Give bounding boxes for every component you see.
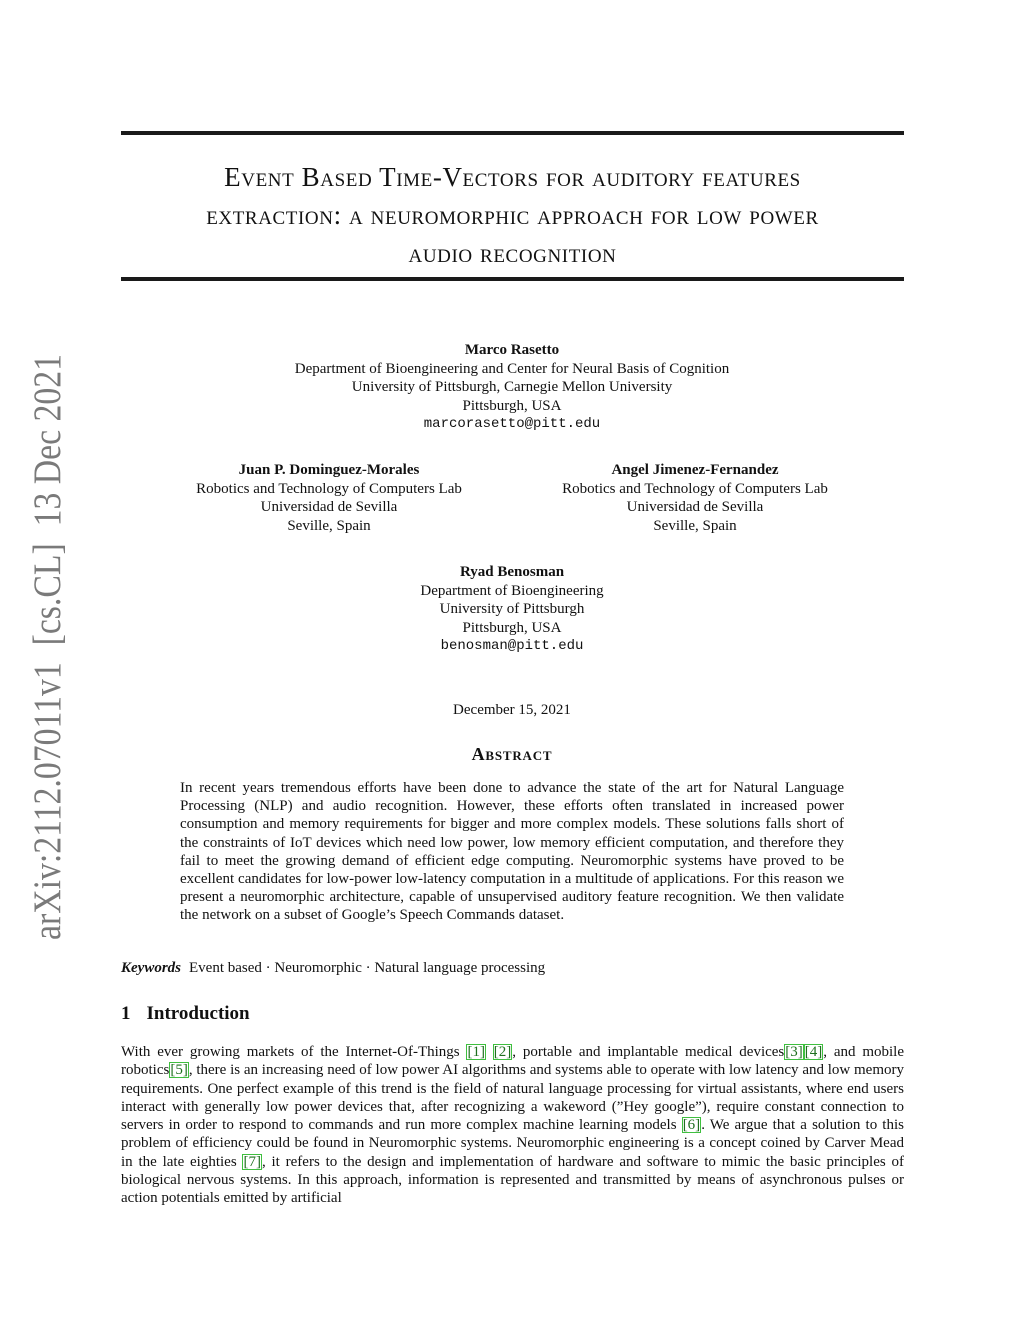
author-affiliation-line: Pittsburgh, USA — [462, 619, 562, 636]
author-affiliation-line: Universidad de Sevilla — [260, 499, 398, 515]
intro-text: , there is an increasing need of low power AI algorithms and systems able to operate with low latency and low memory requirements. One perfect example of this trend is the field of natural language processing for virtual assistants, where end users interact with generally low power devices that, after recognizing a wakeword (”Hey google”), require constant connection to servers in order to respond to commands and run more complex machine learning models — [121, 1062, 904, 1134]
section-heading — [121, 1003, 250, 1025]
author-block — [262, 563, 762, 656]
introduction-paragraph — [121, 1043, 904, 1208]
abstract-heading: Abstract — [471, 744, 553, 764]
title-line: Event Based Time-Vectors for auditory features — [224, 162, 801, 192]
title-top-rule — [121, 131, 904, 135]
intro-text — [486, 1044, 493, 1060]
intro-text: , portable and implantable medical devices — [512, 1044, 785, 1060]
citation-link[interactable]: [5] — [170, 1062, 188, 1079]
author-affiliation-line: Department of Bioengineering and Center for Neural Basis of Cognition — [294, 360, 730, 377]
author-block — [212, 341, 812, 434]
author-block — [496, 461, 894, 535]
citation-link[interactable]: [2] — [493, 1044, 512, 1060]
author-affiliation-line: University of Pittsburgh — [439, 601, 585, 617]
author-name: Marco Rasetto — [464, 342, 560, 358]
arxiv-stamp-text: arXiv:2112.07011v1 [cs.CL] 13 Dec 2021 — [26, 352, 69, 940]
intro-text: , and mobile robotics — [121, 1044, 904, 1079]
title-line: audio recognition — [408, 238, 617, 268]
keywords-label: Keywords — [121, 960, 181, 976]
author-name: Angel Jimenez-Fernandez — [611, 462, 779, 478]
author-affiliation-line: Seville, Spain — [653, 517, 737, 534]
citation-link[interactable]: [4] — [804, 1044, 823, 1060]
author-name: Ryad Benosman — [459, 564, 565, 580]
keywords-line — [121, 960, 904, 977]
publication-date: December 15, 2021 — [453, 702, 571, 718]
paper-title — [121, 158, 904, 272]
author-affiliation-line: Seville, Spain — [287, 517, 371, 534]
intro-text: With ever growing markets of the Internet-Of-Things — [121, 1044, 467, 1060]
intro-text: , it refers to the design and implementation of hardware and software to mimic the basic principles of biological nervous systems. In this approach, information is represented and transmitted by means of asynchronous pulses or action potentials emitted by artificial — [121, 1153, 904, 1207]
author-affiliation-line: Robotics and Technology of Computers Lab — [196, 480, 462, 497]
author-affiliation-line: University of Pittsburgh, Carnegie Mellon University — [351, 379, 673, 395]
citation-link[interactable]: [3] — [785, 1044, 803, 1060]
section-number: 1 — [121, 1003, 131, 1024]
citation-link[interactable]: [7] — [243, 1153, 261, 1170]
citation-link[interactable]: [6] — [682, 1117, 701, 1134]
title-line: extraction: a neuromorphic approach for low power — [206, 200, 819, 230]
abstract-text: In recent years tremendous efforts have been done to advance the state of the art for Natural Language Processing (NLP) and audio recognition. However, these efforts often translated in increased power consumption and memory requirements for bigger and more complex models. These solutions falls short of the constraints of IoT devices which need low power, low memory efficient computation, and therefore they fail to meet the growing demand of efficient edge computing. Neuromorphic systems have proved to be excellent candidates for low-power low-latency computation in a multitude of applications. For this reason we present a neuromorphic architecture, capable of unsupervised auditory feature recognition. We then validate the network on a subset of Google’s Speech Commands dataset. — [180, 780, 844, 924]
author-email-link[interactable]: benosman@pitt.edu — [440, 638, 584, 654]
keywords-list: Event based · Neuromorphic · Natural language processing — [189, 960, 546, 976]
citation-link[interactable]: [1] — [467, 1044, 485, 1060]
author-email-link[interactable]: marcorasetto@pitt.edu — [423, 416, 601, 432]
author-affiliation-line: Department of Bioengineering — [420, 582, 604, 599]
title-bottom-rule — [121, 277, 904, 281]
arxiv-identifier-stamp — [2, 352, 82, 942]
author-affiliation-line: Pittsburgh, USA — [462, 397, 562, 414]
author-affiliation-line: Universidad de Sevilla — [626, 499, 764, 515]
author-affiliation-line: Robotics and Technology of Computers Lab — [562, 480, 828, 497]
author-block — [130, 461, 528, 535]
intro-text: . We argue that a solution to this problem of efficiency could be found in Neuromorphic systems. Neuromorphic engineering is a concept coined by Carver Mead in the late eighties — [121, 1117, 904, 1170]
section-title: Introduction — [146, 1003, 250, 1024]
author-name: Juan P. Dominguez-Morales — [238, 462, 420, 478]
